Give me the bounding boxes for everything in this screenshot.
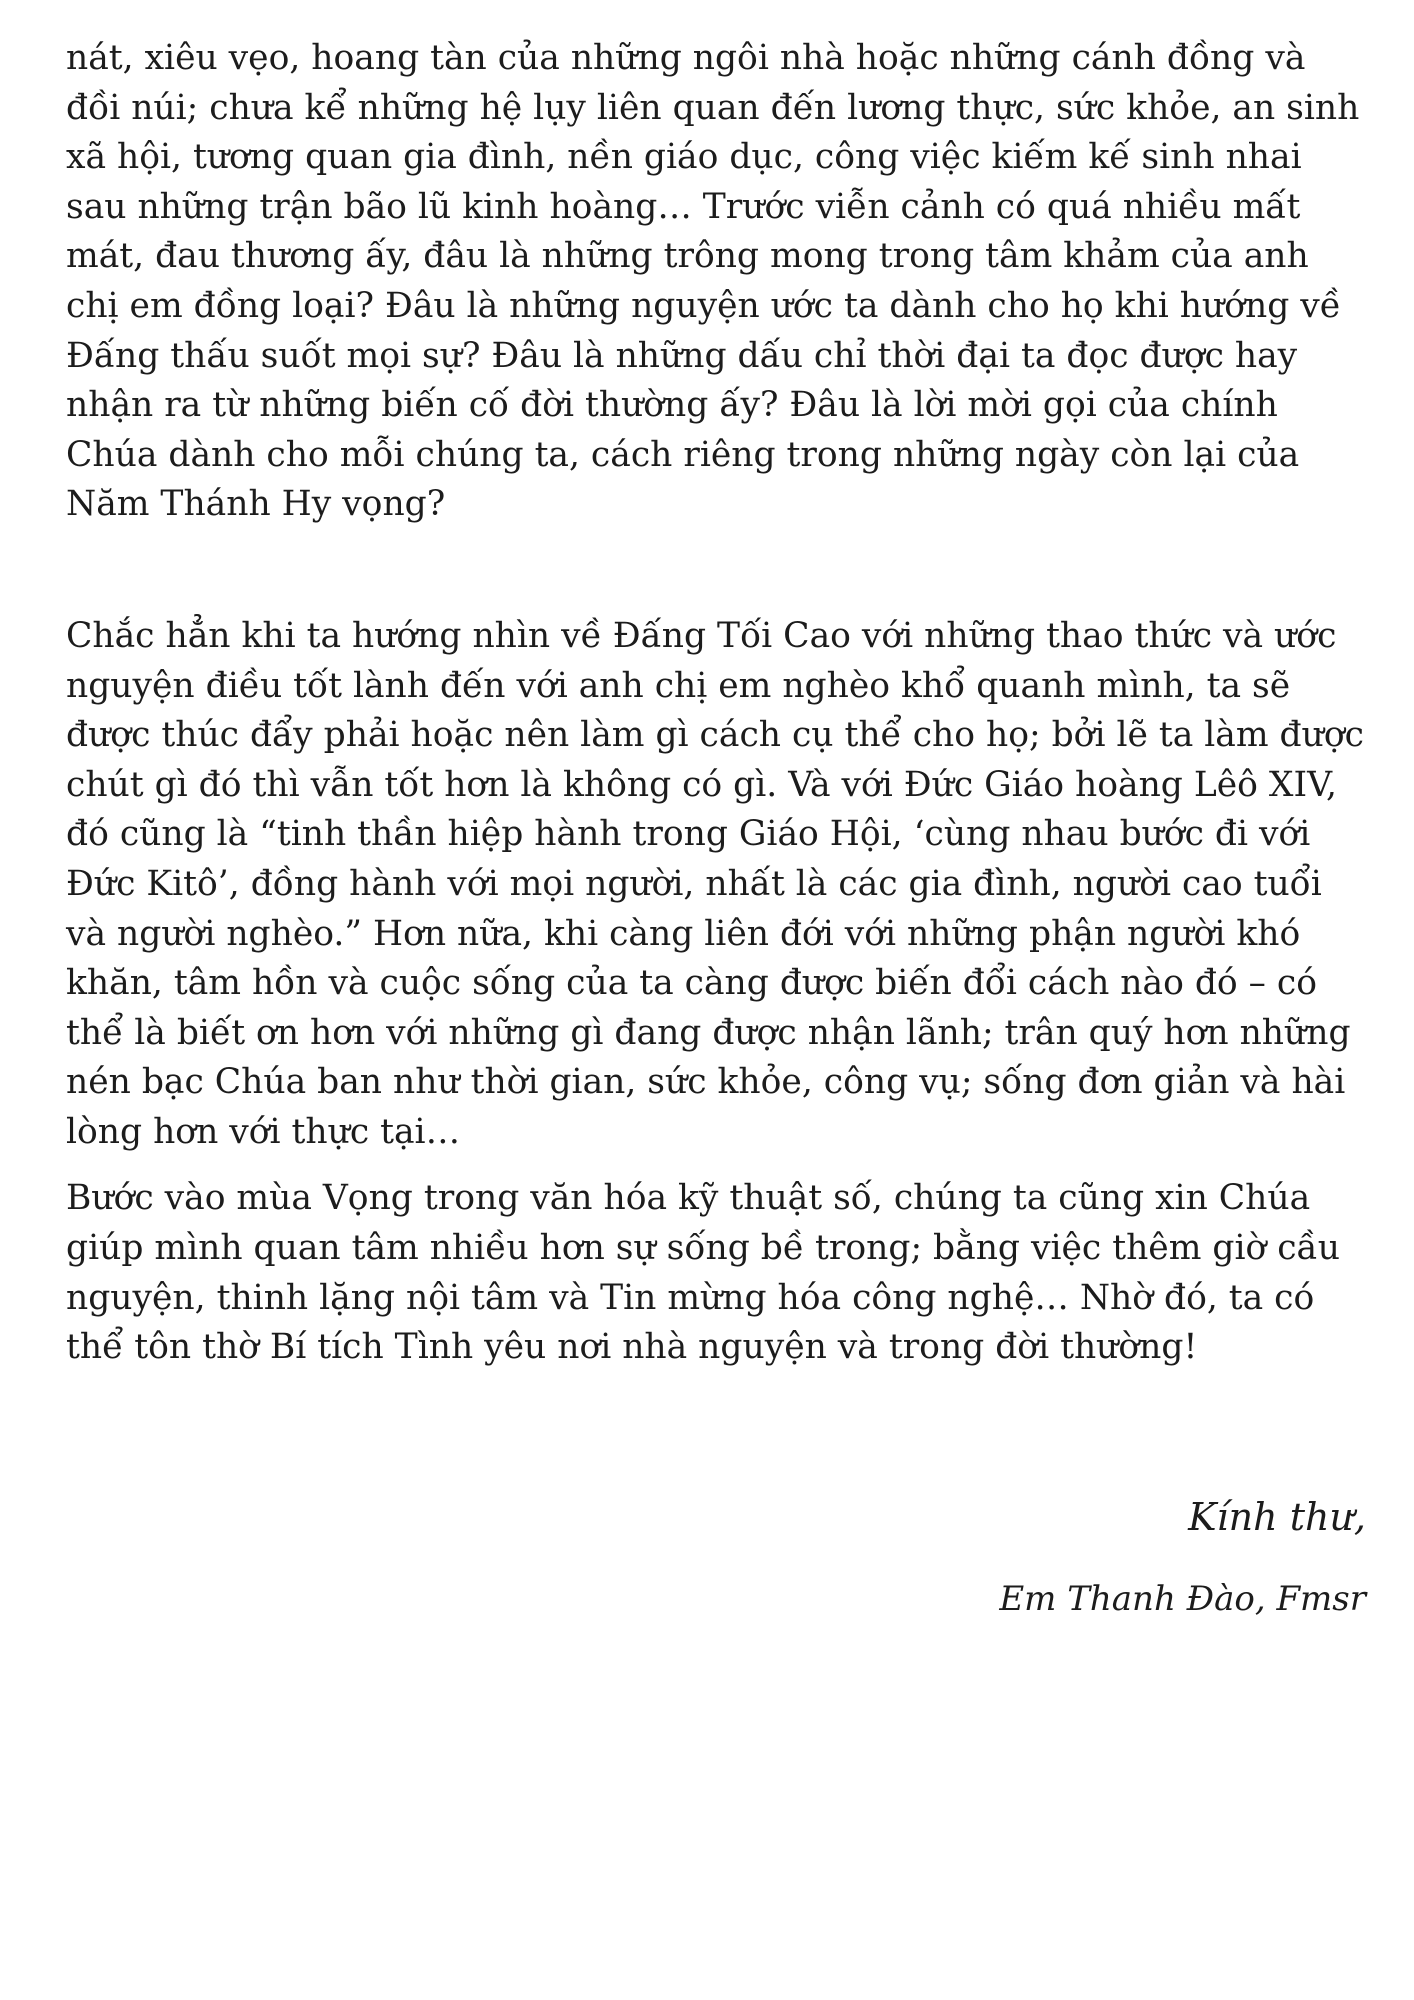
body-paragraph-3: Bước vào mùa Vọng trong văn hóa kỹ thuật số, chúng ta cũng xin Chúa giúp mình quan tâm nhiều hơn sự sống bề trong; bằng việc thêm giờ cầu nguyện, thinh lặng nội tâm và Tin mừng hóa công nghệ… Nhờ đó, ta có thể tôn thờ Bí tích Tình yêu nơi nhà nguyện và trong đời thường! bbox=[66, 1178, 1340, 1368]
letter-body bbox=[66, 34, 1366, 1373]
body-paragraph-1: nát, xiêu vẹo, hoang tàn của những ngôi nhà hoặc những cánh đồng và đồi núi; chưa kể những hệ lụy liên quan đến lương thực, sức khỏe, an sinh xã hội, tương quan gia đình, nền giáo dục, công việc kiếm kế sinh nhai sau những trận bão lũ kinh hoàng… Trước viễn cảnh có quá nhiều mất mát, đau thương ấy, đâu là những trông mong trong tâm khảm của anh chị em đồng loại? Đâu là những nguyện ước ta dành cho họ khi hướng về Đấng thấu suốt mọi sự? Đâu là những dấu chỉ thời đại ta đọc được hay nhận ra từ những biến cố đời thường ấy? Đâu là lời mời gọi của chính Chúa dành cho mỗi chúng ta, cách riêng trong những ngày còn lại của Năm Thánh Hy vọng? bbox=[66, 38, 1360, 525]
body-paragraph-2: Chắc hẳn khi ta hướng nhìn về Đấng Tối Cao với những thao thức và ước nguyện điều tốt lành đến với anh chị em nghèo khổ quanh mình, ta sẽ được thúc đẩy phải hoặc nên làm gì cách cụ thể cho họ; bởi lẽ ta làm được chút gì đó thì vẫn tốt hơn là không có gì. Và với Đức Giáo hoàng Lêô XIV, đó cũng là “tinh thần hiệp hành trong Giáo Hội, ‘cùng nhau bước đi với Đức Kitô’, đồng hành với mọi người, nhất là các gia đình, người cao tuổi và người nghèo.” Hơn nữa, khi càng liên đới với những phận người khó khăn, tâm hồn và cuộc sống của ta càng được biến đổi cách nào đó – có thể là biết ơn hơn với những gì đang được nhận lãnh; trân quý hơn những nén bạc Chúa ban như thời gian, sức khỏe, công vụ; sống đơn giản và hài lòng hơn với thực tại… bbox=[66, 615, 1364, 1152]
signature-name: Em Thanh Đào, Fmsr bbox=[999, 1579, 1366, 1619]
closing-salutation: Kính thư, bbox=[1188, 1495, 1366, 1539]
